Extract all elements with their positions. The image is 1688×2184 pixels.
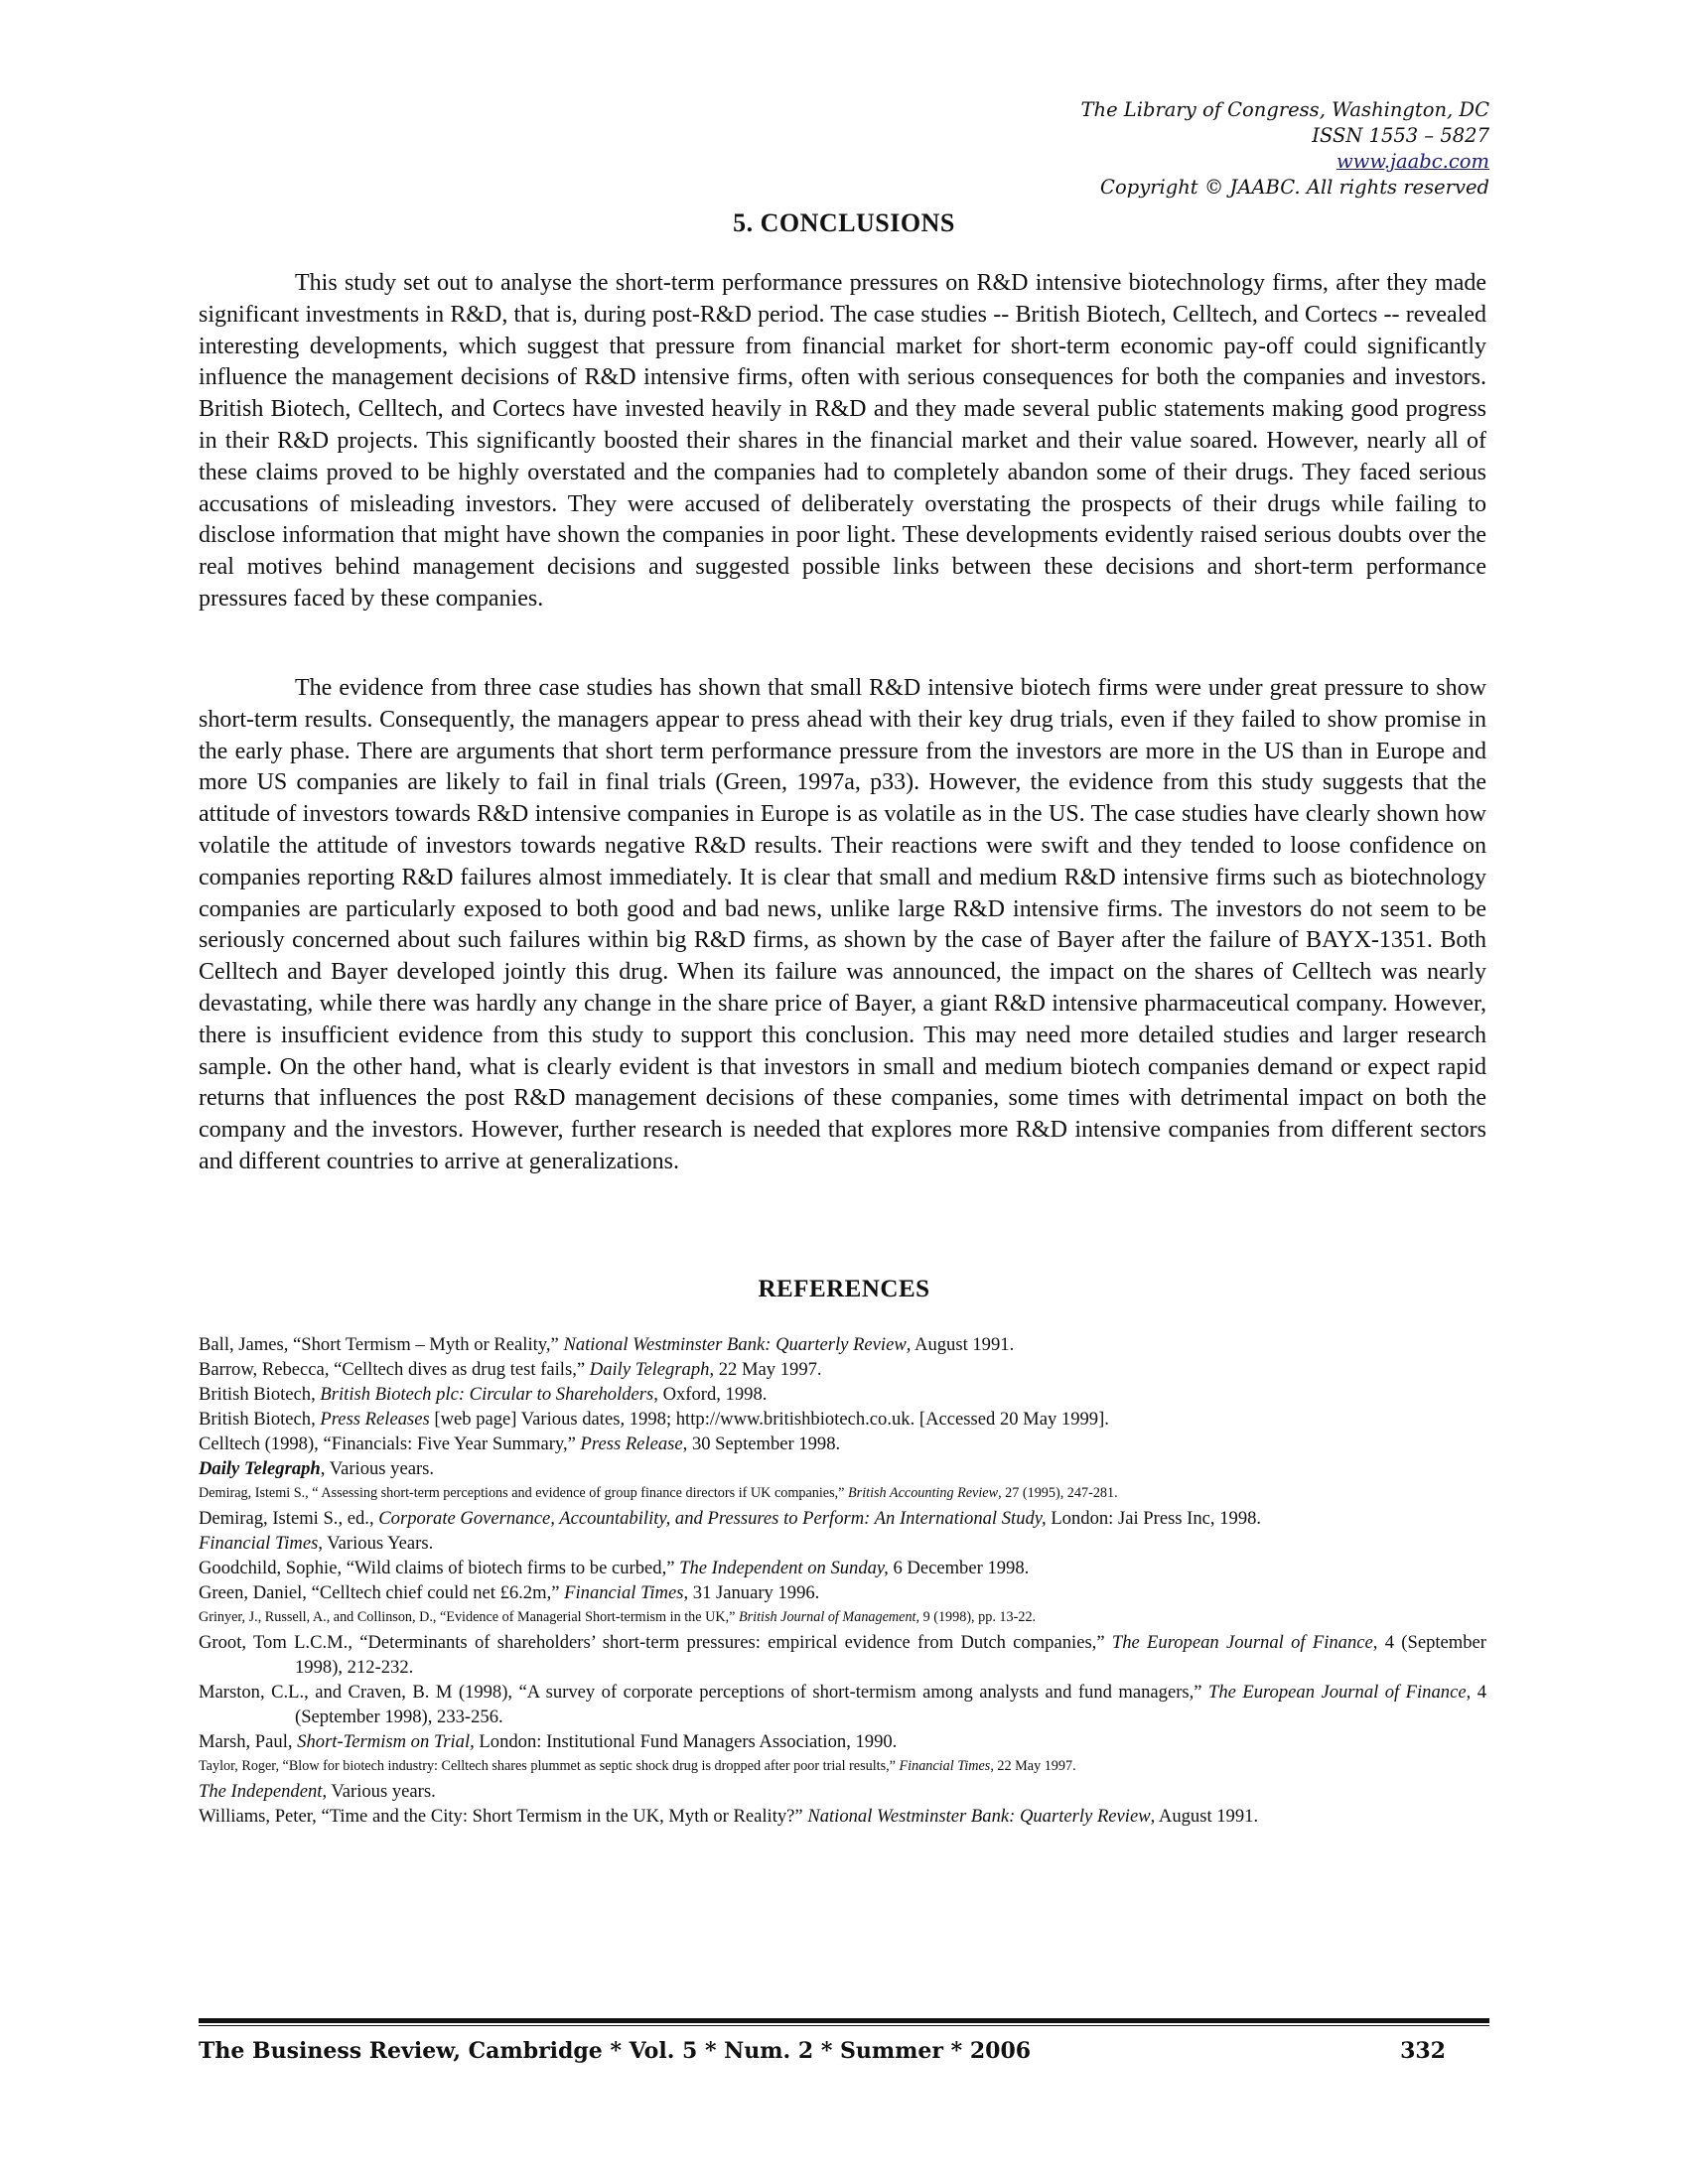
header-issn-line: ISSN 1553 – 5827 xyxy=(1312,124,1489,147)
copyright-header xyxy=(1081,97,1490,201)
reference-item: Grinyer, J., Russell, A., and Collinson, D., “Evidence of Managerial Short-termism in the UK,” British Journal of Management, 9 (1998), pp. 13-22. xyxy=(199,1609,1037,1625)
reference-item: Green, Daniel, “Celltech chief could net £6.2m,” Financial Times, 31 January 1996. xyxy=(199,1582,820,1603)
conclusions-paragraph-2 xyxy=(199,673,1486,1178)
reference-item: Taylor, Roger, “Blow for biotech industry: Celltech shares plummet as septic shock drug is dropped after poor trial results,” Financial Times, 22 May 1997. xyxy=(199,1758,1076,1774)
conclusions-paragraph-1 xyxy=(199,268,1486,615)
page-number: 332 xyxy=(1400,2038,1446,2064)
references-heading: REFERENCES xyxy=(758,1276,930,1302)
reference-item: Demirag, Istemi S., ed., Corporate Governance, Accountability, and Pressures to Perform: An International Study, London: Jai Press Inc, 1998. xyxy=(199,1508,1262,1529)
conclusions-heading: 5. CONCLUSIONS xyxy=(733,208,955,237)
reference-item: Marsh, Paul, Short-Termism on Trial, London: Institutional Fund Managers Association, 1990. xyxy=(199,1731,898,1752)
reference-item: Groot, Tom L.C.M., “Determinants of shareholders’ short-term pressures: empirical evidence from Dutch companies,” The European Journal of Finance, 4 (September 1998), 212-232. xyxy=(199,1632,1487,1678)
reference-item: Financial Times, Various Years. xyxy=(199,1533,434,1554)
reference-item: The Independent, Various years. xyxy=(199,1781,436,1802)
paragraph-text: The evidence from three case studies has shown that small R&D intensive biotech firms were under great pressure to show short-term results. Consequently, the managers appear to press ahead with their key drug trials, even if they failed to show promise in the early phase. There are arguments that short term performance pressure from the investors are more in the US than in Europe and more US companies are likely to fail in final trials (Green, 1997a, p33). However, the evidence from this study suggests that the attitude of investors towards R&D intensive companies in Europe is as volatile as in the US. The case studies have clearly shown how volatile the attitude of investors towards negative R&D results. Their reactions were swift and they tended to loose confidence on companies reporting R&D failures almost immediately. It is clear that small and medium R&D intensive firms such as biotechnology companies are particularly exposed to both good and bad news, unlike large R&D intensive firms. The investors do not seem to be seriously concerned about such failures within big R&D firms, as shown by the case of Bayer after the failure of BAYX-1351. Both Celltech and Bayer developed jointly this drug. When its failure was announced, the impact on the shares of Celltech was nearly devastating, while there was hardly any change in the share price of Bayer, a giant R&D intensive pharmaceutical company. However, there is insufficient evidence from this study to support this conclusion. This may need more detailed studies and larger research sample. On the other hand, what is clearly evident is that investors in small and medium biotech companies demand or expect rapid returns that influences the post R&D management decisions of these companies, some times with detrimental impact on both the company and the investors. However, further research is needed that explores more R&D intensive companies from different sectors and different countries to arrive at generalizations. xyxy=(199,675,1486,1174)
reference-list xyxy=(199,1332,1486,1829)
footer-journal-citation: The Business Review, Cambridge * Vol. 5 * Num. 2 * Summer * 2006 xyxy=(199,2038,1032,2064)
reference-item: Goodchild, Sophie, “Wild claims of biotech firms to be curbed,” The Independent on Sunday, 6 December 1998. xyxy=(199,1558,1030,1578)
reference-item: British Biotech, British Biotech plc: Circular to Shareholders, Oxford, 1998. xyxy=(199,1384,768,1405)
paragraph-text: This study set out to analyse the short-term performance pressures on R&D intensive biotechnology firms, after they made significant investments in R&D, that is, during post-R&D period. The case studies -- British Biotech, Celltech, and Cortecs -- revealed interesting developments, which suggest that pressure from financial market for short-term economic pay-off could significantly influence the management decisions of R&D intensive firms, often with serious consequences for both the companies and investors. British Biotech, Celltech, and Cortecs have invested heavily in R&D and they made several public statements making good progress in their R&D projects. This significantly boosted their shares in the financial market and their value soared. However, nearly all of these claims proved to be highly overstated and the companies had to completely abandon some of their drugs. They faced serious accusations of misleading investors. They were accused of deliberately overstating the prospects of their drugs while failing to disclose information that might have shown the companies in poor light. These developments evidently raised serious doubts over the real motives behind management decisions and suggested possible links between these decisions and short-term performance pressures faced by these companies. xyxy=(199,270,1486,612)
header-website-link[interactable]: www.jaabc.com xyxy=(1336,150,1489,173)
reference-item: Demirag, Istemi S., “ Assessing short-term perceptions and evidence of group finance directors if UK companies,” British Accounting Review, 27 (1995), 247-281. xyxy=(199,1485,1118,1501)
reference-item: British Biotech, Press Releases [web page] Various dates, 1998; http://www.britishbiotech.co.uk. [Accessed 20 May 1999]. xyxy=(199,1409,1109,1430)
header-copyright-line: Copyright © JAABC. All rights reserved xyxy=(1100,176,1489,199)
reference-item: Ball, James, “Short Termism – Myth or Reality,” National Westminster Bank: Quarterly Review, August 1991. xyxy=(199,1334,1015,1355)
reference-item: Marston, C.L., and Craven, B. M (1998), “A survey of corporate perceptions of short-termism among analysts and fund managers,” The European Journal of Finance, 4 (September 1998), 233-256. xyxy=(199,1682,1486,1727)
reference-item: Barrow, Rebecca, “Celltech dives as drug test fails,” Daily Telegraph, 22 May 1997. xyxy=(199,1359,822,1380)
reference-item: Williams, Peter, “Time and the City: Short Termism in the UK, Myth or Reality?” National Westminster Bank: Quarterly Review, August 1991. xyxy=(199,1806,1259,1827)
reference-item: Daily Telegraph, Various years. xyxy=(199,1458,435,1479)
reference-item: Celltech (1998), “Financials: Five Year Summary,” Press Release, 30 September 1998. xyxy=(199,1433,841,1454)
header-library-line: The Library of Congress, Washington, DC xyxy=(1080,98,1489,121)
footer-divider xyxy=(199,2018,1489,2026)
